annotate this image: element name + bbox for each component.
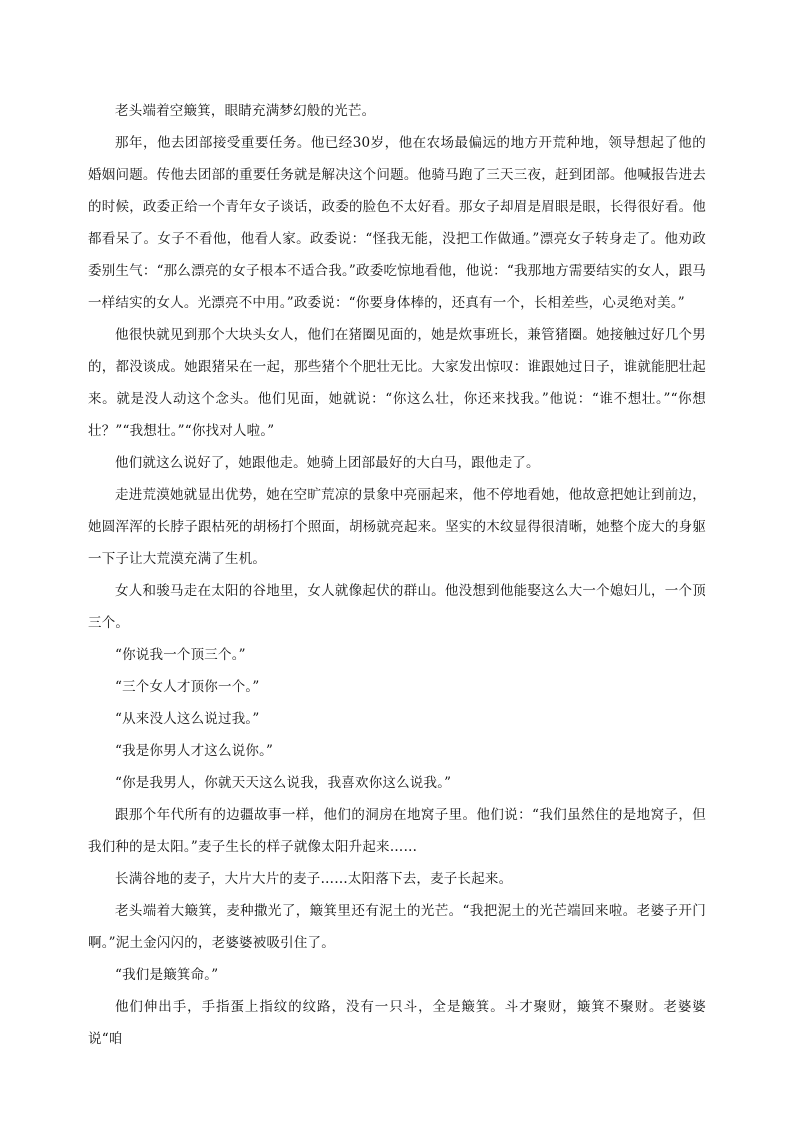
dialogue-line-1: “你说我一个顶三个。” <box>115 647 246 663</box>
paragraph-2: 那年，他去团部接受重要任务。他已经30岁，他在农场最偏远的地方开荒种地，领导想起了他的婚姻问题。传他去团部的重要任务就是解决这个问题。他骑马跑了三天三夜，赶到团部。他喊报告进去的时候，政委正给一个青年女子谈话，政委的脸色不太好看。那女子却眉是眉眼是眼，长得很好看。他都看呆了。女子不看他，他看人家。政委说：“怪我无能，没把工作做通。”漂亮女子转身走了。他劝政委别生气：“那么漂亮的女子根本不适合我。”政委吃惊地看他，他说：“我那地方需要结实的女人，跟马一样结实的女人。光漂亮不中用。”政委说：“你要身体棒的，还真有一个，长相差些，心灵绝对美。” <box>88 135 706 311</box>
paragraph-1: 老头端着空簸箕，眼睛充满梦幻般的光芒。 <box>115 103 376 119</box>
dialogue-line-2: “三个女人才顶你一个。” <box>115 679 260 695</box>
dialogue-line-6: “我们是簸箕命。” <box>115 967 219 983</box>
paragraph-10: 他们伸出手，手指蛋上指纹的纹路，没有一只斗，全是簸箕。斗才聚财，簸箕不聚财。老婆婆说“咱 <box>88 999 706 1047</box>
paragraph-7: 跟那个年代所有的边疆故事一样，他们的洞房在地窝子里。他们说：“我们虽然住的是地窝子，但我们种的是太阳。”麦子生长的样子就像太阳升起来…… <box>88 807 706 855</box>
dialogue-line-4: “我是你男人才这么说你。” <box>115 743 274 759</box>
paragraph-5: 走进荒漠她就显出优势，她在空旷荒凉的景象中亮丽起来，他不停地看她，他故意把她让到前边，她圆浑浑的长脖子跟枯死的胡杨打个照面，胡杨就亮起来。坚实的木纹显得很清晰，她整个庞大的身躯一下子让大荒漠充满了生机。 <box>88 487 706 567</box>
document-body <box>88 95 706 1055</box>
dialogue-line-3: “从来没人这么说过我。” <box>115 711 260 727</box>
paragraph-6: 女人和骏马走在太阳的谷地里，女人就像起伏的群山。他没想到他能娶这么大一个媳妇儿，一个顶三个。 <box>88 583 706 631</box>
paragraph-9: 老头端着大簸箕，麦种撒光了，簸箕里还有泥土的光芒。“我把泥土的光芒端回来啦。老婆子开门啊。”泥土金闪闪的，老婆婆被吸引住了。 <box>88 903 706 951</box>
paragraph-3: 他很快就见到那个大块头女人，他们在猪圈见面的，她是炊事班长，兼管猪圈。她接触过好几个男的，都没谈成。她跟猪呆在一起，那些猪个个肥壮无比。大家发出惊叹：谁跟她过日子，谁就能肥壮起来。就是没人动这个念头。他们见面，她就说：“你这么壮，你还来找我。”他说：“谁不想壮。”“你想壮？”“我想壮。”“你找对人啦。” <box>88 327 706 439</box>
paragraph-8: 长满谷地的麦子，大片大片的麦子……太阳落下去，麦子长起来。 <box>115 871 513 887</box>
paragraph-4: 他们就这么说好了，她跟他走。她骑上团部最好的大白马，跟他走了。 <box>115 455 540 471</box>
dialogue-line-5: “你是我男人，你就天天这么说我，我喜欢你这么说我。” <box>115 775 452 791</box>
